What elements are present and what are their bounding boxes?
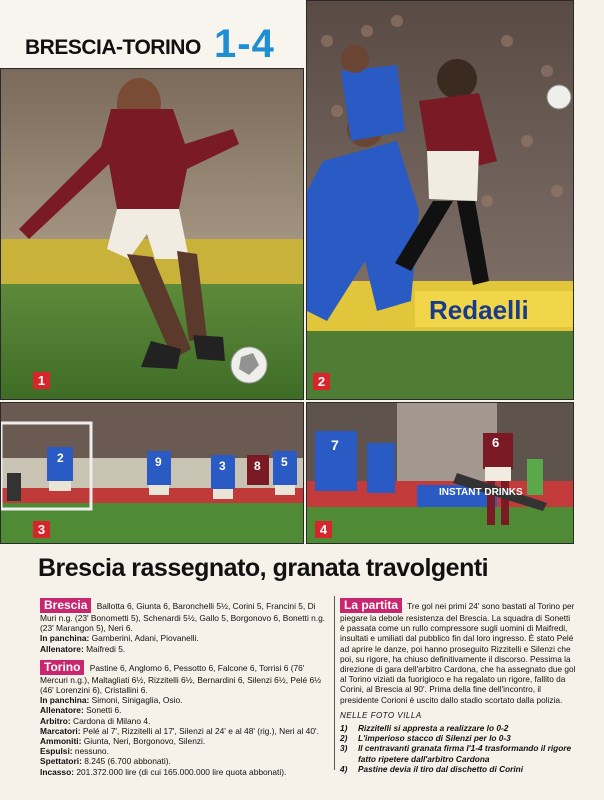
- referee-label: Arbitro:: [40, 715, 71, 726]
- photo-number-3: 3: [33, 521, 50, 538]
- title-box: [0, 0, 305, 68]
- torino-block: [40, 660, 328, 695]
- torino-tag: Torino: [40, 660, 84, 675]
- player-number: 8: [254, 459, 261, 473]
- brescia-coach: Maifredi 5.: [86, 643, 126, 654]
- bench-label: In panchina:: [40, 695, 90, 706]
- caption-text: Pastine devia il tiro dal dischetto di Corini: [358, 763, 524, 774]
- brescia-tag: Brescia: [40, 598, 91, 613]
- caption-number: 4): [340, 763, 348, 774]
- photo-3: [0, 402, 304, 544]
- photo-number-1: 1: [33, 372, 50, 389]
- brescia-block: [40, 598, 328, 633]
- article: [32, 548, 582, 778]
- caption-item: [340, 743, 576, 763]
- receipts: 201.372.000 lire (di cui 165.000.000 lire quota abbonati).: [76, 766, 287, 777]
- caption-number: 2): [340, 733, 348, 744]
- booked: Giunta, Neri, Borgonovo, Silenzi.: [83, 736, 206, 747]
- sentoff: nessuno.: [74, 746, 109, 757]
- caption-text: Rizzitelli si appresta a realizzare lo 0-2: [358, 723, 509, 734]
- player-number: 3: [219, 459, 226, 473]
- receipts-label: Incasso:: [40, 766, 74, 777]
- player-number: 9: [155, 455, 162, 469]
- match-report-column: [340, 598, 576, 774]
- coach-label: Allenatore:: [40, 705, 84, 716]
- player-number: 5: [281, 455, 288, 469]
- player-number: 6: [492, 435, 500, 450]
- match-teams: BRESCIA-TORINO: [25, 36, 201, 59]
- torino-coach: Sonetti 6.: [86, 705, 122, 716]
- ad-board-text: Redaelli: [429, 295, 529, 325]
- match-score: 1-4: [214, 22, 275, 66]
- caption-text: L'imperioso stacco di Silenzi per lo 0-3: [358, 733, 511, 744]
- photo-2-image: [307, 1, 573, 399]
- caption-number: 3): [340, 743, 348, 754]
- ad-board-text: INSTANT DRINKS: [439, 487, 523, 498]
- coach-label: Allenatore:: [40, 643, 84, 654]
- photo-number-2: 2: [313, 373, 330, 390]
- bench-label: In panchina:: [40, 633, 90, 644]
- lineups-column: [40, 598, 328, 777]
- photo-4-image: [307, 403, 573, 543]
- photo-captions: [340, 723, 576, 774]
- player-number: 7: [331, 437, 339, 453]
- photo-1: [0, 68, 304, 400]
- spectators-label: Spettatori:: [40, 756, 82, 767]
- caption-text: Il centravanti granata firma l'1-4 trasformando il rigore fatto ripetere dall'arbitro Cardona: [358, 743, 572, 764]
- scorers-label: Marcatori:: [40, 725, 81, 736]
- brescia-bench: Gamberini, Adani, Piovanelli.: [91, 633, 199, 644]
- booked-label: Ammoniti:: [40, 736, 82, 747]
- match-text: Tre gol nei primi 24' sono bastati al Torino per piegare la debole resistenza del Brescia. La squadra di Sonetti è passata come un rullo compressore sugli uomini di Maifredi, insultati e umiliati dal pubblico fin dal loro ingresso. È stato Pelé ad aprire le danze, poi hanno proseguito Rizzitelli e Silenzi che poi, su rigore, ha chiuso definitivamente il discorso. Pessima la direzione di gara dell'arbitro Cardona, che ha assegnato due gol al Torino viziati da fuorigioco e ha regalato un rigore, fallito da Corini, al Brescia al 90'. Prima della fine dell'incontro, il presidente Corioni è uscito dallo stadio scortato dalla polizia.: [340, 601, 576, 705]
- column-divider: [334, 596, 335, 770]
- photo-1-image: [1, 69, 303, 399]
- photo-2: [306, 0, 574, 400]
- caption-item: [340, 723, 576, 733]
- photo-number-4: 4: [315, 521, 332, 538]
- referee: Cardona di Milano 4.: [73, 715, 151, 726]
- brescia-lineup: Ballotta 6, Giunta 6, Baronchelli 5½, Corini 5, Francini 5, Di Muri n.g. (23' Bonometti 5), Schenardi 5½, Gallo 5, Borgonovo 6, Bonetti n.g. (23' Marangon 5), Neri 6.: [40, 601, 326, 634]
- photo-credits-heading: NELLE FOTO VILLA: [340, 710, 422, 720]
- spectators: 8.245 (6.700 abbonati).: [84, 756, 171, 767]
- photo-4: [306, 402, 574, 544]
- player-number: 2: [57, 451, 64, 465]
- caption-number: 1): [340, 723, 348, 734]
- match-report: [340, 598, 576, 705]
- match-tag: La partita: [340, 598, 402, 613]
- torino-bench: Simoni, Sinigaglia, Osio.: [91, 695, 183, 706]
- torino-lineup: Pastine 6, Anglomo 6, Pessotto 6, Falcone 6, Torrisi 6 (76' Mercuri n.g.), Maltagliati 6½, Rizzitelli 6½, Bernardini 6, Silenzi 6½, Pelé 6½ (46' Lorenzini 6), Cristallini 6.: [40, 662, 322, 696]
- caption-item: [340, 733, 576, 743]
- article-headline: Brescia rassegnato, granata travolgenti: [38, 554, 489, 582]
- scorers: Pelé al 7', Rizzitelli al 17', Silenzi al 24' e al 48' (rig.), Neri al 40'.: [82, 725, 319, 736]
- sentoff-label: Espulsi:: [40, 746, 73, 757]
- caption-item: [340, 764, 576, 774]
